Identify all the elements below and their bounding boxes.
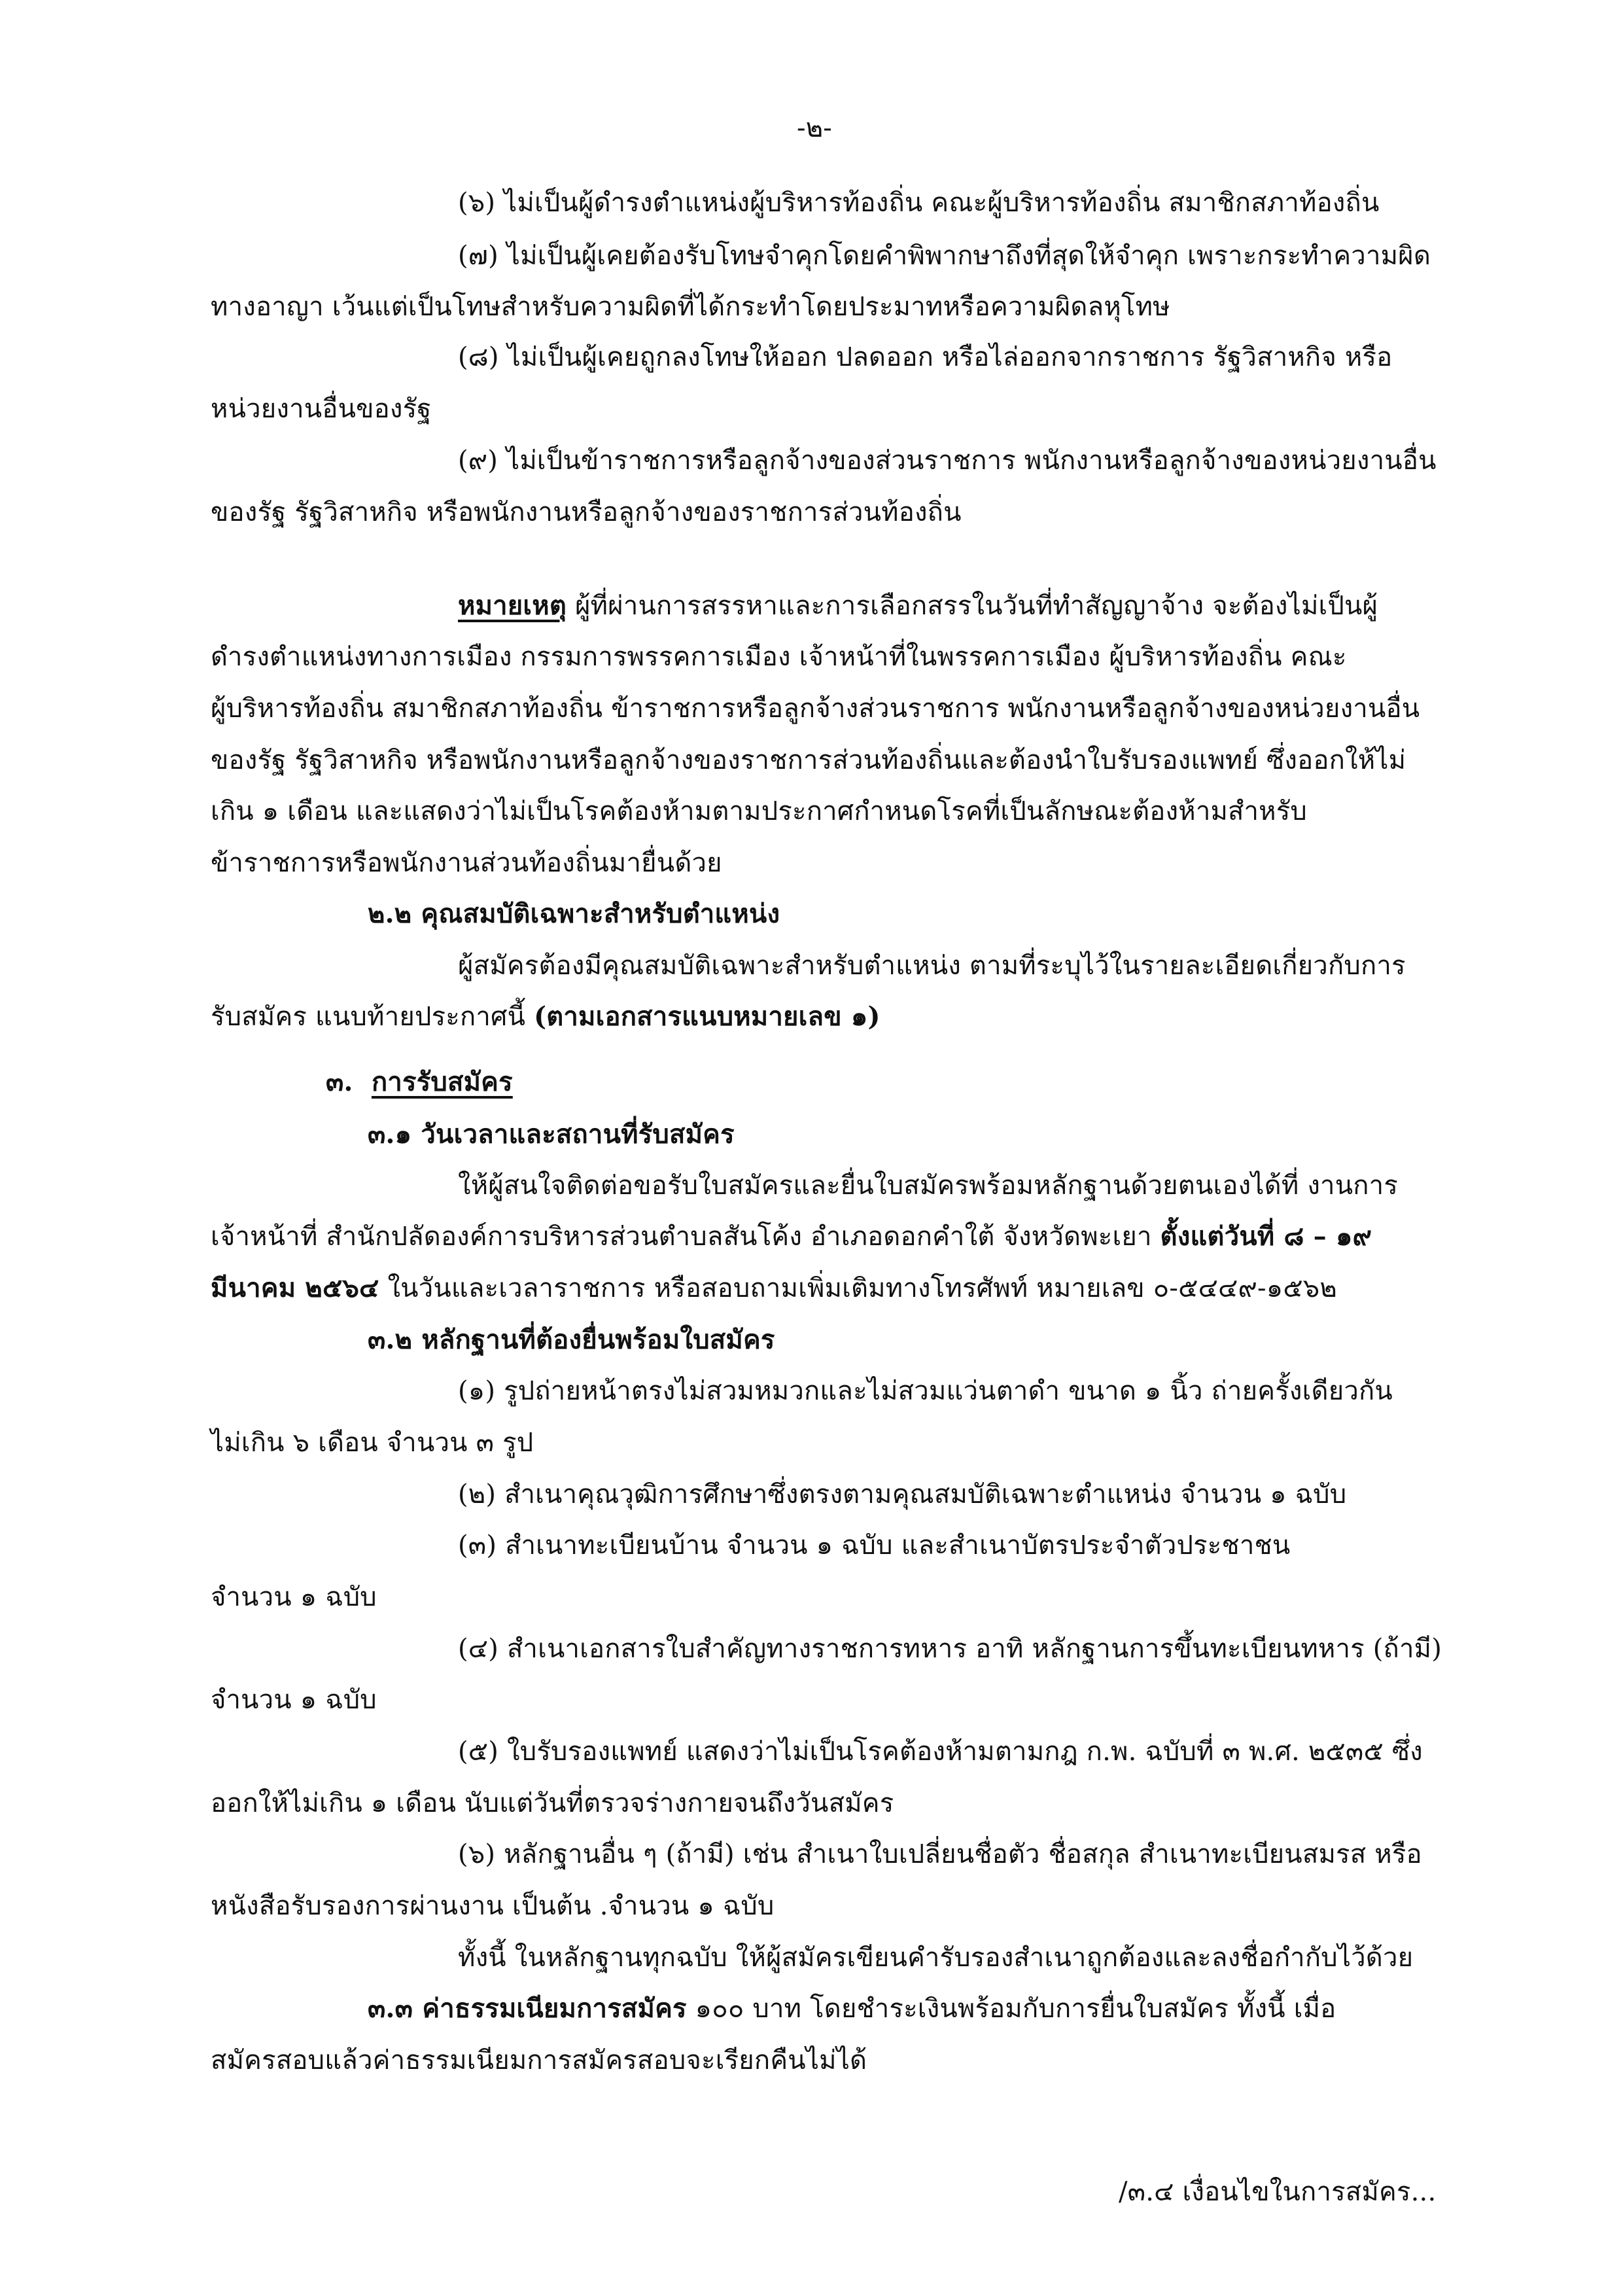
section-3-2-heading: ๓.๒ หลักฐานที่ต้องยื่นพร้อมใบสมัคร [368,1324,775,1355]
section-3-1-line-3: มีนาคม ๒๕๖๔ ในวันและเวลาราชการ หรือสอบถามเพิ่มเติมทางโทรศัพท์ หมายเลข ๐-๕๔๔๙-๑๕๖๒ [211,1273,1337,1303]
doc-item-2: (๒) สำเนาคุณวุฒิการศึกษาซึ่งตรงตามคุณสมบัติเฉพาะตำแหน่ง จำนวน ๑ ฉบับ [458,1479,1347,1510]
doc-item-6-line-2: หนังสือรับรองการผ่านงาน เป็นต้น .จำนวน ๑ ฉบับ [211,1891,775,1921]
section-3-1-heading: ๓.๑ วันเวลาและสถานที่รับสมัคร [368,1119,735,1150]
note-line-6: ข้าราชการหรือพนักงานส่วนท้องถิ่นมายื่นด้วย [211,848,722,878]
doc-item-4-line-1: (๔) สำเนาเอกสารใบสำคัญทางราชการทหาร อาทิ หลักฐานการขึ้นทะเบียนทหาร (ถ้ามี) [458,1634,1442,1664]
item-8-line-2: หน่วยงานอื่นของรัฐ [211,394,432,424]
doc-item-6-line-1: (๖) หลักฐานอื่น ๆ (ถ้ามี) เช่น สำเนาใบเปลี่ยนชื่อตัว ชื่อสกุล สำเนาทะเบียนสมรส หรือ [458,1839,1422,1869]
doc-item-4-line-2: จำนวน ๑ ฉบับ [211,1685,377,1715]
item-6: (๖) ไม่เป็นผู้ดำรงตำแหน่งผู้บริหารท้องถิ่น คณะผู้บริหารท้องถิ่น สมาชิกสภาท้องถิ่น [458,188,1380,218]
continuation-text: /๓.๔ เงื่อนไขในการสมัคร... [1119,2177,1437,2207]
note-line-2: ดำรงตำแหน่งทางการเมือง กรรมการพรรคการเมือง เจ้าหน้าที่ในพรรคการเมือง ผู้บริหารท้องถิ่น คณะ [211,642,1347,672]
item-7-line-1: (๗) ไม่เป็นผู้เคยต้องรับโทษจำคุกโดยคำพิพากษาถึงที่สุดให้จำคุก เพราะกระทำความผิด [458,241,1431,271]
section-2-2-line-2: รับสมัคร แนบท้ายประกาศนี้ (ตามเอกสารแนบหมายเลข ๑) [211,1001,881,1032]
section-3-3-heading: ๓.๓ ค่าธรรมเนียมการสมัคร [368,1993,687,2024]
item-8-line-1: (๘) ไม่เป็นผู้เคยถูกลงโทษให้ออก ปลดออก หรือไล่ออกจากราชการ รัฐวิสาหกิจ หรือ [458,342,1393,372]
item-7-line-2: ทางอาญา เว้นแต่เป็นโทษสำหรับความผิดที่ได้กระทำโดยประมาทหรือความผิดลหุโทษ [211,292,1170,322]
item-9-line-2: ของรัฐ รัฐวิสาหกิจ หรือพนักงานหรือลูกจ้างของราชการส่วนท้องถิ่น [211,497,962,527]
doc-item-5-line-2: ออกให้ไม่เกิน ๑ เดือน นับแต่วันที่ตรวจร่างกายจนถึงวันสมัคร [211,1788,894,1818]
note-line-5: เกิน ๑ เดือน และแสดงว่าไม่เป็นโรคต้องห้ามตามประกาศกำหนดโรคที่เป็นลักษณะต้องห้ามสำหรับ [211,796,1307,826]
section-3-3-line-1: ๓.๓ ค่าธรรมเนียมการสมัคร ๑๐๐ บาท โดยชำระเงินพร้อมกับการยื่นใบสมัคร ทั้งนี้ เมื่อ [368,1993,1336,2024]
section-3-3-line-2: สมัครสอบแล้วค่าธรรมเนียมการสมัครสอบจะเรียกคืนไม่ได้ [211,2045,867,2075]
note-line-1: หมายเหตุ ผู้ที่ผ่านการสรรหาและการเลือกสรรในวันที่ทำสัญญาจ้าง จะต้องไม่เป็นผู้ [458,590,1378,621]
item-9-line-1: (๙) ไม่เป็นข้าราชการหรือลูกจ้างของส่วนราชการ พนักงานหรือลูกจ้างของหน่วยงานอื่น [458,446,1437,476]
section-2-2-line-1: ผู้สมัครต้องมีคุณสมบัติเฉพาะสำหรับตำแหน่ง ตามที่ระบุไว้ในรายละเอียดเกี่ยวกับการ [458,951,1406,981]
section-3-1-line-2: เจ้าหน้าที่ สำนักปลัดองค์การบริหารส่วนตำบลสันโค้ง อำเภอดอกคำใต้ จังหวัดพะเยา ตั้งแต่วันที่ ๘ – ๑๙ [211,1221,1372,1252]
doc-certification-note: ทั้งนี้ ในหลักฐานทุกฉบับ ให้ผู้สมัครเขียนคำรับรองสำเนาถูกต้องและลงชื่อกำกับไว้ด้วย [458,1943,1414,1973]
page-number: -๒- [797,113,832,143]
doc-item-1-line-2: ไม่เกิน ๖ เดือน จำนวน ๓ รูป [211,1428,534,1458]
doc-item-3-line-2: จำนวน ๑ ฉบับ [211,1582,377,1612]
doc-item-1-line-1: (๑) รูปถ่ายหน้าตรงไม่สวมหมวกและไม่สวมแว่นตาดำ ขนาด ๑ นิ้ว ถ่ายครั้งเดียวกัน [458,1376,1393,1406]
section-2-2-heading: ๒.๒ คุณสมบัติเฉพาะสำหรับตำแหน่ง [368,898,780,929]
doc-item-5-line-1: (๕) ใบรับรองแพทย์ แสดงว่าไม่เป็นโรคต้องห้ามตามกฎ ก.พ. ฉบับที่ ๓ พ.ศ. ๒๕๓๕ ซึ่ง [458,1737,1423,1767]
note-label: หมายเหตุ [458,590,567,621]
section-3-heading: ๓. การรับสมัคร [326,1067,513,1097]
section-3-1-line-1: ให้ผู้สนใจติดต่อขอรับใบสมัครและยื่นใบสมัครพร้อมหลักฐานด้วยตนเองได้ที่ งานการ [458,1171,1399,1201]
note-line-3: ผู้บริหารท้องถิ่น สมาชิกสภาท้องถิ่น ข้าราชการหรือลูกจ้างส่วนราชการ พนักงานหรือลูกจ้างของหน่วยงานอื่น [211,694,1420,724]
doc-item-3-line-1: (๓) สำเนาทะเบียนบ้าน จำนวน ๑ ฉบับ และสำเนาบัตรประจำตัวประชาชน [458,1530,1291,1561]
note-line-4: ของรัฐ รัฐวิสาหกิจ หรือพนักงานหรือลูกจ้างของราชการส่วนท้องถิ่นและต้องนำใบรับรองแพทย์ ซึ่งออกให้ไม่ [211,745,1406,775]
